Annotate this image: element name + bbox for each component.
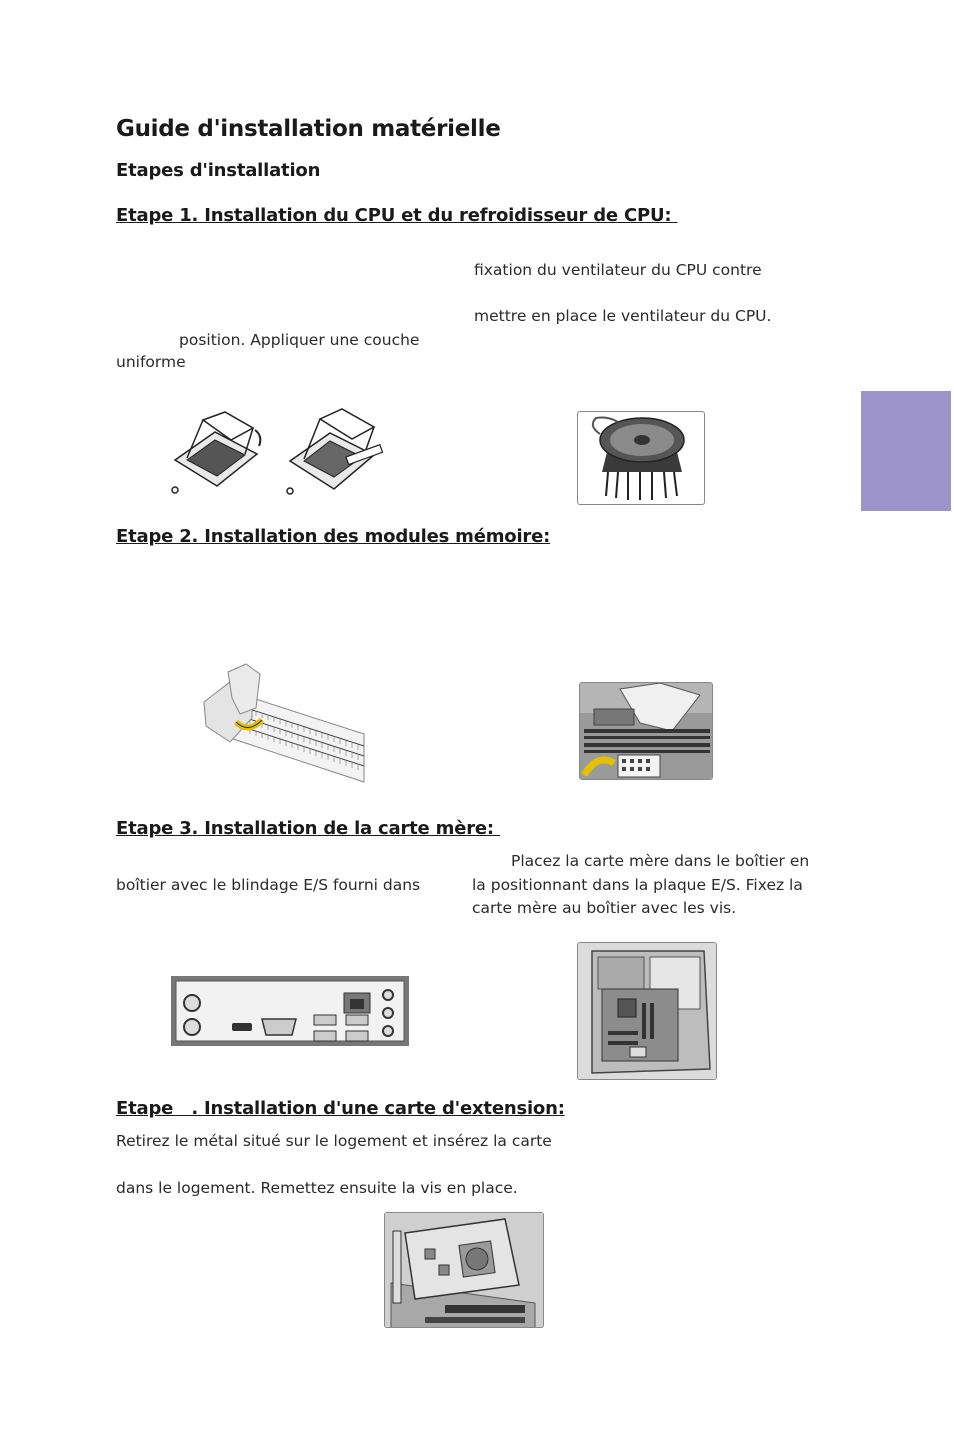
step4-line1: Retirez le métal situé sur le logement et insérez la carte	[116, 1132, 552, 1150]
page-title: Guide d'installation matérielle	[116, 116, 501, 142]
case-motherboard-illustration	[577, 942, 717, 1080]
memory-insert-photo	[579, 682, 713, 780]
step1-left-line1: position. Appliquer une couche	[179, 331, 420, 349]
chapter-tab	[861, 391, 951, 511]
step3-right-line3: carte mère au boîtier avec les vis.	[472, 899, 737, 917]
io-shield-illustration	[170, 975, 410, 1047]
step2-heading: Etape 2. Installation des modules mémoire:	[116, 526, 551, 547]
cpu-fan-illustration	[577, 411, 705, 505]
page-subtitle: Etapes d'installation	[116, 160, 321, 181]
step3-right-line2: la positionnant dans la plaque E/S. Fixez la	[472, 876, 803, 894]
cpu-socket-illustration	[165, 410, 265, 498]
step1-heading: Etape 1. Installation du CPU et du refroidisseur de CPU:	[116, 205, 678, 226]
step3-heading: Etape 3. Installation de la carte mère:	[116, 818, 500, 839]
step3-left-line1: boîtier avec le blindage E/S fourni dans	[116, 876, 421, 894]
expansion-card-illustration	[384, 1212, 544, 1328]
step4-line2: dans le logement. Remettez ensuite la vis en place.	[116, 1179, 518, 1197]
step4-heading: Etape . Installation d'une carte d'extension:	[116, 1098, 565, 1119]
step1-right-line2: mettre en place le ventilateur du CPU.	[474, 307, 772, 325]
memory-slot-illustration	[200, 662, 368, 784]
thermal-paste-illustration	[284, 405, 394, 497]
step1-left-line2: uniforme	[116, 353, 186, 371]
step3-right-line1: Placez la carte mère dans le boîtier en	[511, 852, 810, 870]
step1-right-line1: fixation du ventilateur du CPU contre	[474, 261, 762, 279]
